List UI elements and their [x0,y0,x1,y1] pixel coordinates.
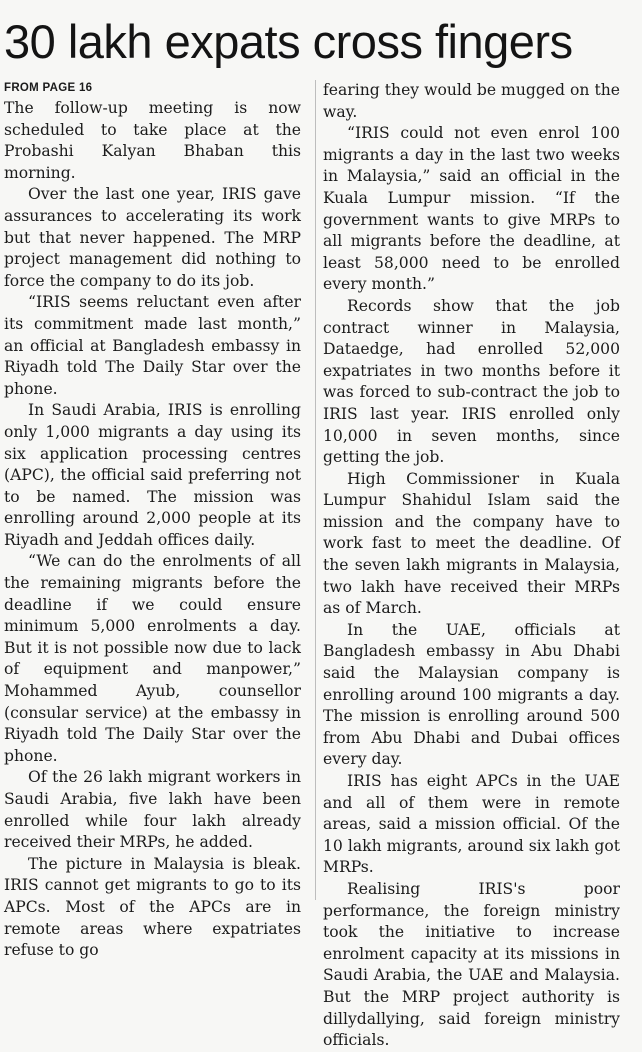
headline: 30 lakh expats cross fingers [4,15,573,68]
paragraph-continued: fearing they would be mugged on the way. [323,81,620,121]
paragraph: “We can do the enrolments of all the remaining migrants before the deadline if we could ensure minimum 5,000 enrolments a day. But it is not possible now due to lack of equipment and manpower,” Mohammed Ayub, counsellor (consular service) at the embassy in Riyadh told The Daily Star over the phone. [4,552,301,765]
paragraph: The follow-up meeting is now scheduled to take place at the Probashi Kalyan Bhaban this morning. [4,99,301,182]
paragraph: Records show that the job contract winner in Malaysia, Dataedge, had enrolled 52,000 expatriates in two months before it was forced to sub-contract the job to IRIS last year. IRIS enrolled only 10,000 in seven months, since getting the job. [323,296,620,467]
article-column-left [4,80,301,962]
paragraph: High Commissioner in Kuala Lumpur Shahidul Islam said the mission and the company have to work fast to meet the deadline. Of the seven lakh migrants in Malaysia, two lakh have received their MRPs as of March. [323,469,620,618]
paragraph: Over the last one year, IRIS gave assurances to accelerating its work but that never happened. The MRP project management did nothing to force the company to do its job. [4,185,301,290]
column-divider [315,80,316,900]
paragraph: “IRIS could not even enrol 100 migrants a day in the last two weeks in Malaysia,” said an official in the Kuala Lumpur mission. “If the government wants to give MRPs to all migrants before the deadline, at least 58,000 need to be enrolled every month.” [323,124,620,294]
paragraph: In Saudi Arabia, IRIS is enrolling only 1,000 migrants a day using its six application processing centres (APC), the official said preferring not to be named. The mission was enrolling around 2,000 people at its Riyadh and Jeddah offices daily. [4,401,301,549]
paragraph: In the UAE, officials at Bangladesh embassy in Abu Dhabi said the Malaysian company is enrolling around 100 migrants a day. The mission is enrolling around 500 from Abu Dhabi and Dubai offices every day. [323,620,620,769]
paragraph: Of the 26 lakh migrant workers in Saudi Arabia, five lakh have been enrolled while four lakh already received their MRPs, he added. [4,768,301,852]
paragraph: Realising IRIS's poor performance, the foreign ministry took the initiative to increase enrolment capacity at its missions in Saudi Arabia, the UAE and Malaysia. But the MRP project authority is dillydallying, said foreign ministry officials. [323,879,620,1050]
continuation-kicker: FROM PAGE 16 [4,82,93,94]
paragraph: “IRIS seems reluctant even after its commitment made last month,” an official at Bangladesh embassy in Riyadh told The Daily Star over the phone. [4,293,301,398]
paragraph: The picture in Malaysia is bleak. IRIS cannot get migrants to go to its APCs. Most of the APCs are in remote areas where expatriates refuse to go [4,854,301,960]
article-column-right [323,80,620,1052]
paragraph: IRIS has eight APCs in the UAE and all of them were in remote areas, said a mission official. Of the 10 lakh migrants, around six lakh got MRPs. [323,772,620,877]
